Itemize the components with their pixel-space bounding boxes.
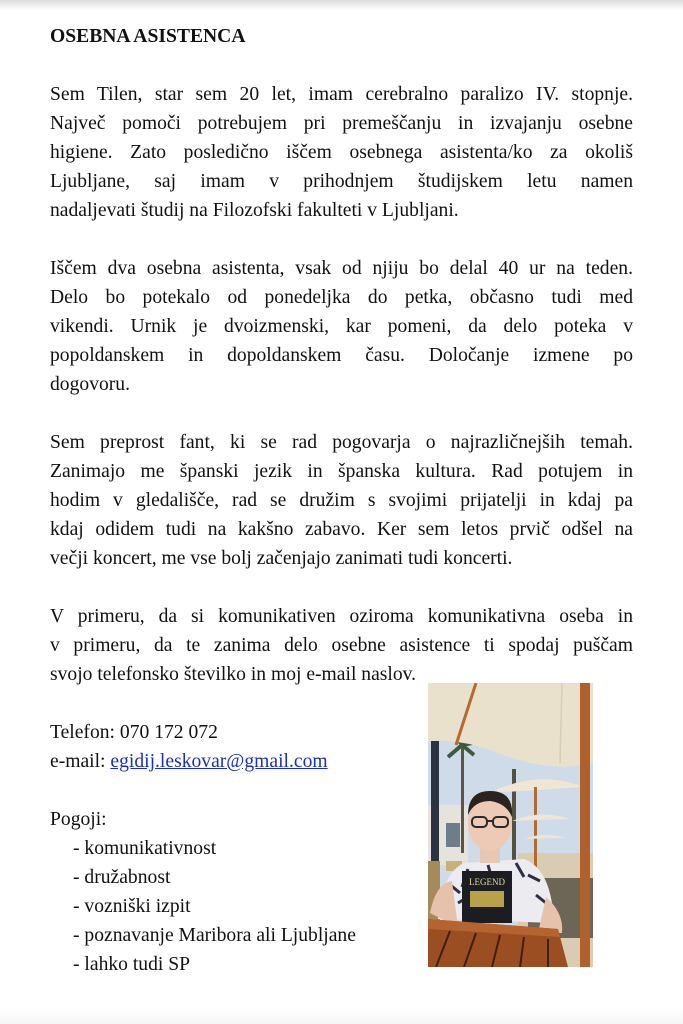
text-line: Sem Tilen, star sem 20 let, imam cerebralno paralizo IV. stopnje. [50,84,633,105]
pole [431,741,439,871]
paragraph-invitation [50,602,633,689]
text-line: kdaj odidem tudi na kakšno zabavo. Ker sem letos prvič odšel na [50,519,633,540]
text-line: Iščem dva osebna asistenta, vsak od njiju bo delal 40 ur na teden. [50,258,633,279]
text-line: večji koncert, me vse bolj začenjajo zanimati tudi koncerti. [50,548,513,569]
text-line: Sem preprost fant, ki se rad pogovarja o najrazličnejših temah. [50,432,633,453]
profile-photo [428,683,593,967]
text-line: Delo bo potekalo od ponedeljka do petka, občasno tudi med [50,287,633,308]
shirt-text: LEGEND [469,877,505,887]
building-window [446,823,460,847]
text-line: Zanimajo me španski jezik in španska kultura. Rad potujem in [50,461,633,482]
requirement-item: - poznavanje Maribora ali Ljubljane [73,925,356,946]
text-line: dogovoru. [50,374,131,395]
paragraph-schedule [50,254,633,399]
umbrella-main-pole [580,683,590,967]
requirement-item: - komunikativnost [73,838,217,859]
phone-number: 070 172 072 [119,722,218,743]
phone-label: Telefon: [50,722,115,743]
paragraph-intro [50,80,633,225]
text-line: nadaljevati študij na Filozofski fakulteti v Ljubljani. [50,200,459,221]
text-line: V primeru, da si komunikativen oziroma komunikativna oseba in [50,606,633,627]
text-line: svojo telefonsko številko in moj e-mail naslov. [50,664,417,685]
paragraph-about-me [50,428,633,573]
umbrella-pole [534,787,537,877]
requirements-title: Pogoji: [50,809,107,830]
photo-illustration [428,683,593,967]
text-line: Največ pomoči potrebujem pri premeščanju in izvajanju osebne [50,113,633,134]
shirt-graphic [470,891,504,907]
text-line: v primeru, da te zanima delo osebne asistence ti spodaj puščam [50,635,633,656]
text-line: Ljubljane, saj imam v prihodnjem študijskem letu namen [50,171,633,192]
requirement-item: - družabnost [73,867,171,888]
palm-trunk [461,743,464,853]
requirement-item: - lahko tudi SP [73,954,191,975]
text-line: popoldanskem in dopoldanskem času. Določanje izmene po [50,345,633,366]
top-edge-shadow [0,0,683,10]
requirement-item: - vozniški izpit [73,896,191,917]
email-link[interactable]: egidij.leskovar@gmail.com [110,751,328,772]
bottom-edge-shadow [0,1006,683,1024]
text-line: hodim v gledališče, rad se družim s svojimi prijatelji in kdaj pa [50,490,633,511]
document-title: OSEBNA ASISTENCA [50,26,246,47]
email-label: e-mail: [50,751,106,772]
text-line: vikendi. Urnik je dvoizmenski, kar pomeni, da delo poteka v [50,316,633,337]
text-line: higiene. Zato posledično iščem osebnega asistenta/ko za okoliš [50,142,633,163]
